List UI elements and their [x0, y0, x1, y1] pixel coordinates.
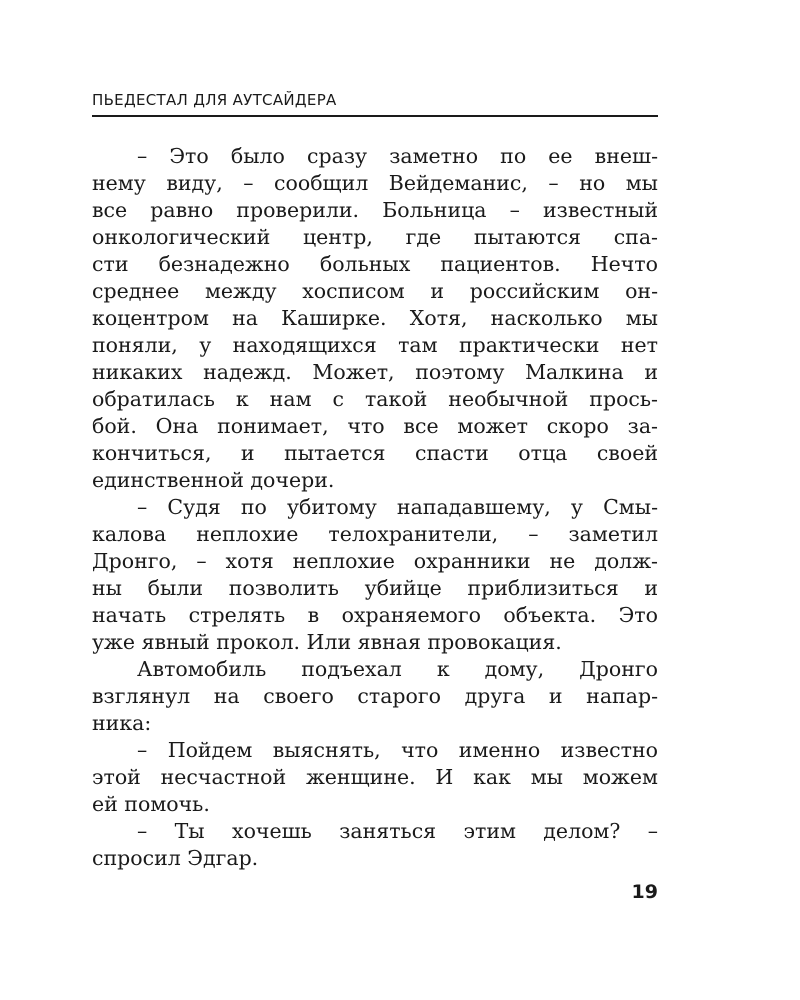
text-line: – Пойдем выяснять, что именно известно: [137, 738, 658, 762]
text-line: единственной дочери.: [92, 468, 335, 492]
text-line: ника:: [92, 711, 152, 735]
text-line: обратилась к нам с такой необычной прось-: [92, 387, 658, 411]
text-line: никаких надежд. Может, поэтому Малкина и: [92, 360, 658, 384]
text-line: Дронго, – хотя неплохие охранники не долж-: [92, 549, 658, 573]
text-line: сти безнадежно больных пациентов. Нечто: [92, 252, 658, 276]
text-line: этой несчастной женщине. И как мы можем: [92, 765, 658, 789]
text-line: онкологический центр, где пытаются спа-: [92, 225, 658, 249]
text-line: Автомобиль подъехал к дому, Дронго: [137, 657, 658, 681]
header-rule: [92, 115, 658, 117]
text-line: коцентром на Каширке. Хотя, насколько мы: [92, 306, 658, 330]
text-line: – Судя по убитому нападавшему, у Смы-: [137, 495, 658, 519]
text-line: среднее между хосписом и российским он-: [92, 279, 658, 303]
page-number: 19: [631, 881, 658, 903]
text-line: – Это было сразу заметно по ее внеш-: [137, 144, 658, 168]
text-line: ны были позволить убийце приблизиться и: [92, 576, 658, 600]
running-head-title: ПЬЕДЕСТАЛ ДЛЯ АУТСАЙДЕРА: [92, 91, 337, 109]
body-text: [92, 143, 658, 872]
text-line: спросил Эдгар.: [92, 846, 259, 870]
text-line: нему виду, – сообщил Вейдеманис, – но мы: [92, 171, 658, 195]
text-line: взглянул на своего старого друга и напар-: [92, 684, 658, 708]
text-line: ей помочь.: [92, 792, 210, 816]
text-line: – Ты хочешь заняться этим делом? –: [137, 819, 658, 843]
text-line: бой. Она понимает, что все может скоро за-: [92, 414, 658, 438]
text-line: начать стрелять в охраняемого объекта. Это: [92, 603, 658, 627]
text-line: кончиться, и пытается спасти отца своей: [92, 441, 658, 465]
text-line: все равно проверили. Больница – известный: [92, 198, 658, 222]
text-line: поняли, у находящихся там практически нет: [92, 333, 658, 357]
text-line: калова неплохие телохранители, – заметил: [92, 522, 658, 546]
text-line: уже явный прокол. Или явная провокация.: [92, 630, 562, 654]
